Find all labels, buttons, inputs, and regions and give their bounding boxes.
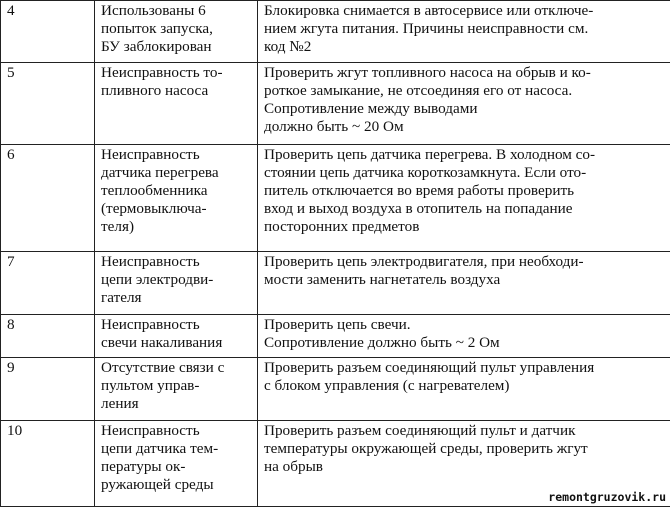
fault-cause-cell: Неисправность датчика перегрева теплообменника (термовыключа- теля) [95, 145, 258, 252]
table-row [1, 145, 670, 252]
fault-cause-cell: Использованы 6 попыток запуска, БУ заблокирован [95, 1, 258, 63]
site-watermark: remontgruzovik.ru [548, 490, 666, 504]
fault-cause-cell: Неисправность цепи электродви- гателя [95, 252, 258, 315]
fault-action-cell: Блокировка снимается в автосервисе или отключе- нием жгута питания. Причины неисправности см. код №2 [258, 1, 670, 63]
fault-action-cell: Проверить разъем соединяющий пульт управления с блоком управления (с нагревателем) [258, 358, 670, 421]
fault-code-cell: 5 [1, 63, 95, 145]
fault-code-cell: 7 [1, 252, 95, 315]
fault-code-cell: 4 [1, 1, 95, 63]
fault-action-cell: Проверить цепь свечи. Сопротивление должно быть ~ 2 Ом [258, 315, 670, 358]
fault-code-cell: 9 [1, 358, 95, 421]
fault-cause-cell: Неисправность то- пливного насоса [95, 63, 258, 145]
table-row [1, 63, 670, 145]
table-row [1, 252, 670, 315]
fault-action-cell: Проверить жгут топливного насоса на обрыв и ко- роткое замыкание, не отсоединяя его от насоса. Сопротивление между выводами должно быть ~ 20 Ом [258, 63, 670, 145]
fault-action-cell: Проверить разъем соединяющий пульт и датчик температуры окружающей среды, проверить жгут на обрыв [258, 421, 670, 507]
fault-code-cell: 6 [1, 145, 95, 252]
fault-cause-cell: Отсутствие связи с пультом управ- ления [95, 358, 258, 421]
fault-code-cell: 10 [1, 421, 95, 507]
fault-cause-cell: Неисправность цепи датчика тем- пературы ок- ружающей среды [95, 421, 258, 507]
fault-action-cell: Проверить цепь электродвигателя, при необходи- мости заменить нагнетатель воздуха [258, 252, 670, 315]
table-row [1, 1, 670, 63]
fault-cause-cell: Неисправность свечи накаливания [95, 315, 258, 358]
table-row [1, 358, 670, 421]
table-row [1, 315, 670, 358]
fault-code-cell: 8 [1, 315, 95, 358]
fault-action-cell: Проверить цепь датчика перегрева. В холодном со- стоянии цепь датчика короткозамкнута. Если ото- питель отключается во время работы проверить вход и выход воздуха в отопитель на попадание посторонних предметов [258, 145, 670, 252]
